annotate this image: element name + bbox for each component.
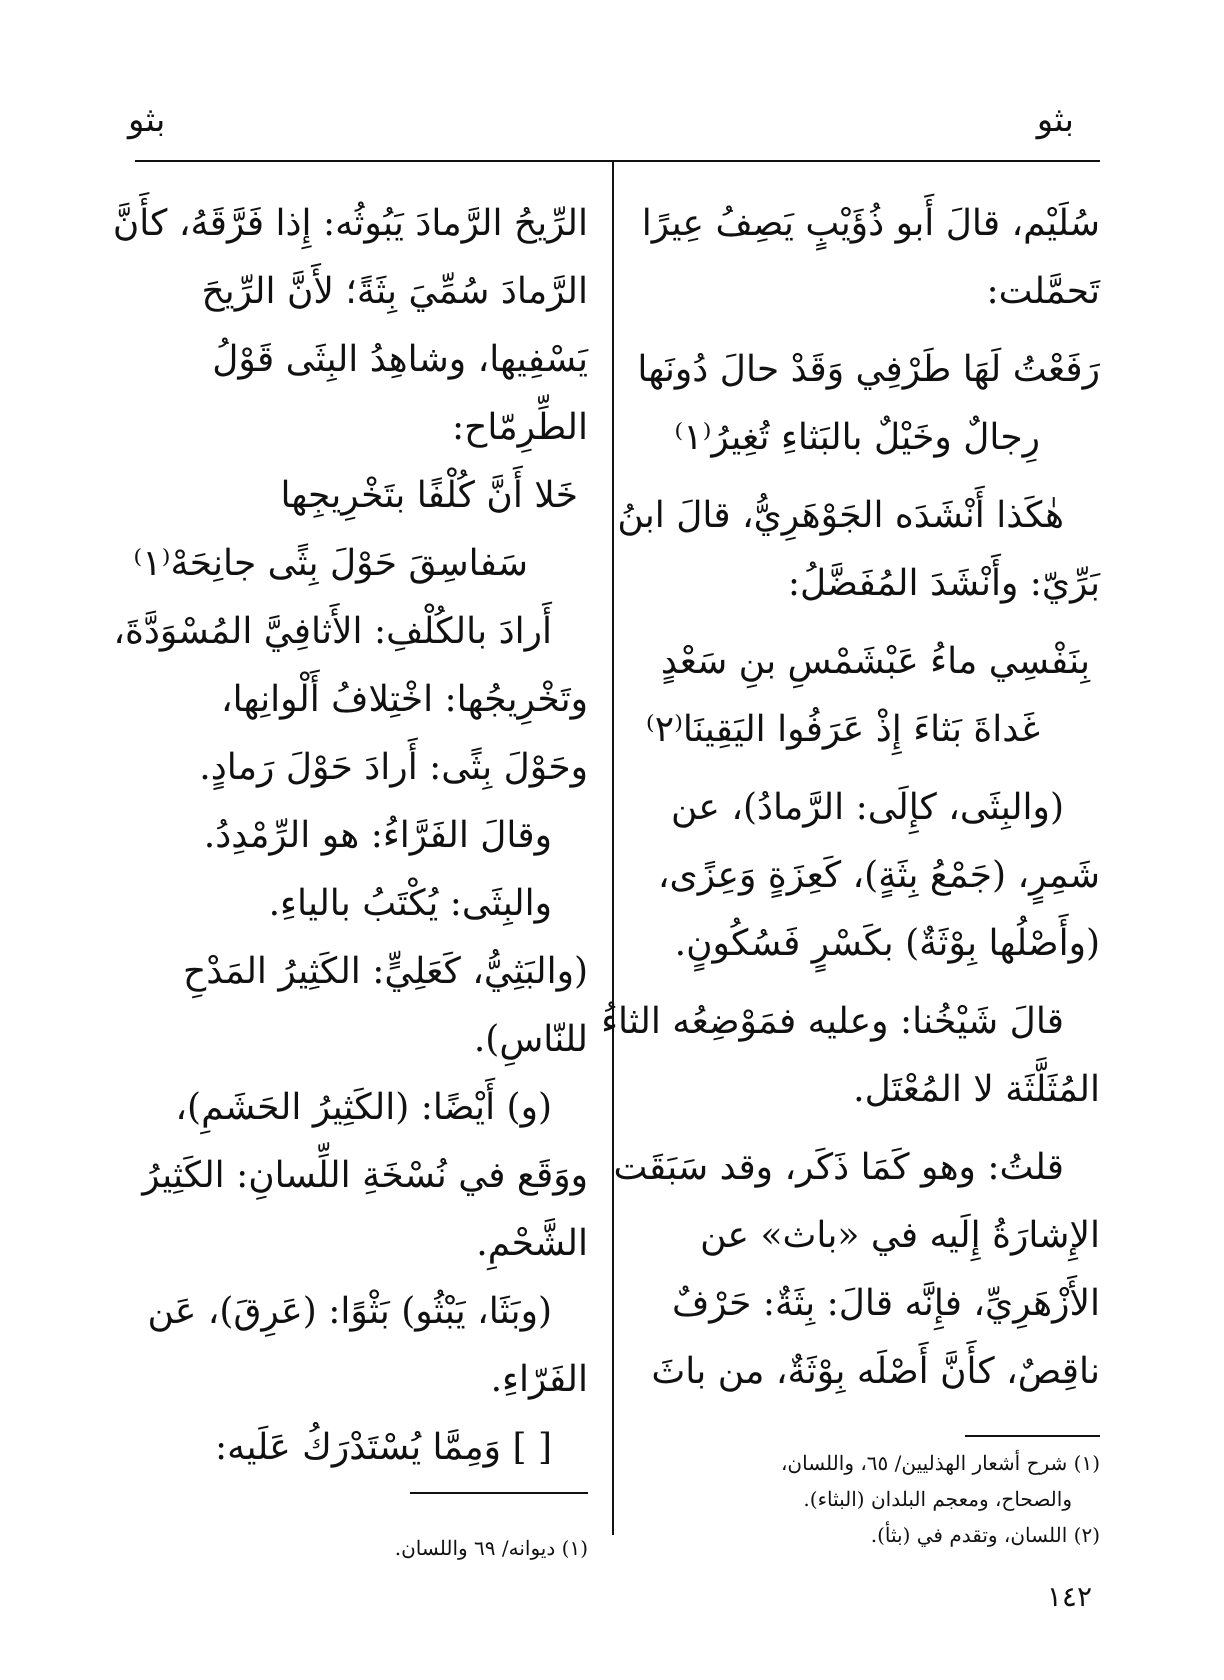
right-column bbox=[601, 190, 1100, 1406]
text-line: (والبَثِيُّ، كَعَلِيٍّ: الكَثِيرُ المَدْحِ bbox=[183, 951, 588, 992]
poem-line: رِجالٌ وخَيْلٌ بالبَثاءِ تُغِيرُ⁽١⁾ bbox=[674, 417, 1040, 458]
page-number: ١٤٢ bbox=[1046, 1580, 1092, 1613]
footnotes-right bbox=[640, 1445, 1100, 1553]
footnotes-left bbox=[300, 1530, 588, 1566]
text-line: قلتُ: وهو كَمَا ذَكَر، وقد سَبَقَت bbox=[613, 1147, 1064, 1188]
text-line: الإِشارَةُ إِلَيه في «باث» عن bbox=[700, 1215, 1100, 1256]
text-line: يَسْفِيها، وشاهِدُ البِثَى قَوْلُ bbox=[212, 339, 588, 380]
text-line: ناقِصٌ، كأَنَّ أَصْلَه بِوْثَةٌ، من باثَ bbox=[651, 1351, 1100, 1392]
text-line: وتَخْرِيجُها: اخْتِلافُ أَلْوانِها، bbox=[220, 679, 588, 720]
poem-line: رَفَعْتُ لَهَا طَرْفِي وَقَدْ حالَ دُونَها bbox=[637, 349, 1100, 390]
text-line: وقالَ الفَرَّاءُ: هو الرِّمْدِدُ. bbox=[203, 815, 552, 856]
running-header-right: بثو bbox=[1036, 100, 1074, 140]
text-line: وحَوْلَ بِثًى: أَرادَ حَوْلَ رَمادٍ. bbox=[199, 747, 588, 788]
text-line: تَحمَّلت: bbox=[986, 271, 1100, 312]
text-line: أَرادَ بالكُلْفِ: الأَثافِيَّ المُسْوَدَّةَ، bbox=[113, 611, 552, 652]
text-line: سُلَيْم، قالَ أَبو ذُؤَيْبٍ يَصِفُ عِيرًا bbox=[641, 203, 1100, 244]
text-line: شَمِرٍ، (جَمْعُ بِثَةٍ)، كَعِزَةٍ وَعِزًى، bbox=[657, 855, 1100, 896]
text-line: (وبَثَا، يَبْثُو) بَثْوًا: (عَرِقَ)، عَن bbox=[147, 1291, 552, 1332]
poem-line: غَداةَ بَثاءَ إِذْ عَرَفُوا اليَقِينَا⁽٢⁾ bbox=[645, 709, 1040, 750]
text-line: (والبِثَى، كإِلَى: الرَّمادُ)، عن bbox=[671, 787, 1064, 828]
text-line: (و) أَيْضًا: (الكَثِيرُ الحَشَمِ)، bbox=[175, 1087, 552, 1128]
footnote: (١) شرح أشعار الهذليين/ ٦٥، واللسان، bbox=[780, 1451, 1100, 1475]
text-line: الرِّيحُ الرَّمادَ يَبُوثُه: إِذا فَرَّقَهُ، كأَنَّ bbox=[112, 203, 588, 244]
text-line: (وأَصْلُها بِوْثَةٌ) بكَسْرٍ فَسُكُونٍ. bbox=[674, 923, 1100, 964]
header-rule bbox=[135, 160, 1100, 162]
footnote-rule-left bbox=[410, 1492, 588, 1494]
text-line: الشَّحْمِ. bbox=[476, 1223, 588, 1264]
poem-line: بِنَفْسِي ماءُ عَبْشَمْسِ بنِ سَعْدٍ bbox=[660, 641, 1090, 682]
footnote: والصحاح، ومعجم البلدان (البثاء). bbox=[803, 1487, 1072, 1511]
column-divider bbox=[612, 160, 614, 1535]
text-line: الأَزْهَرِيِّ، فإِنَّه قالَ: بِثَةٌ: حَرْفٌ bbox=[671, 1283, 1100, 1324]
footnote: (١) ديوانه/ ٦٩ واللسان. bbox=[394, 1536, 588, 1560]
text-line: والبِثَى: يُكْتَبُ بالياءِ. bbox=[268, 883, 552, 924]
footnote: (٢) اللسان، وتقدم في (بثأ). bbox=[870, 1523, 1100, 1547]
footnote-rule-right bbox=[965, 1435, 1100, 1437]
poem-line: سَفاسِقَ حَوْلَ بِثًى جانِحَهْ⁽١⁾ bbox=[133, 543, 528, 584]
text-line: الطِّرِمّاح: bbox=[452, 407, 588, 448]
text-line: بَرِّيّ: وأَنْشَدَ المُفَضَّلُ: bbox=[787, 563, 1100, 604]
left-column bbox=[112, 190, 588, 1482]
text-line: الرَّمادَ سُمِّيَ بِثَةً؛ لأَنَّ الرِّيحَ bbox=[201, 271, 588, 312]
text-line: المُثَلَّثَة لا المُعْتَل. bbox=[853, 1069, 1100, 1110]
text-line: [ ] وَمِمَّا يُسْتَدْرَكُ عَلَيه: bbox=[215, 1427, 552, 1468]
text-line: قالَ شَيْخُنا: وعليه فمَوْضِعُه الثاءُ bbox=[601, 1001, 1064, 1042]
poem-line: خَلا أَنَّ كُلْفًا بتَخْرِيجِها bbox=[280, 475, 578, 516]
running-header-left: بثو bbox=[128, 100, 166, 140]
text-line: الفَرّاءِ. bbox=[490, 1359, 588, 1400]
text-line: للنّاسِ). bbox=[473, 1019, 588, 1060]
text-line: ووَقَع في نُسْخَةِ اللِّسانِ: الكَثِيرُ bbox=[142, 1155, 588, 1196]
text-line: هٰكَذا أَنْشَدَه الجَوْهَرِيُّ، قالَ ابنُ bbox=[617, 495, 1064, 536]
